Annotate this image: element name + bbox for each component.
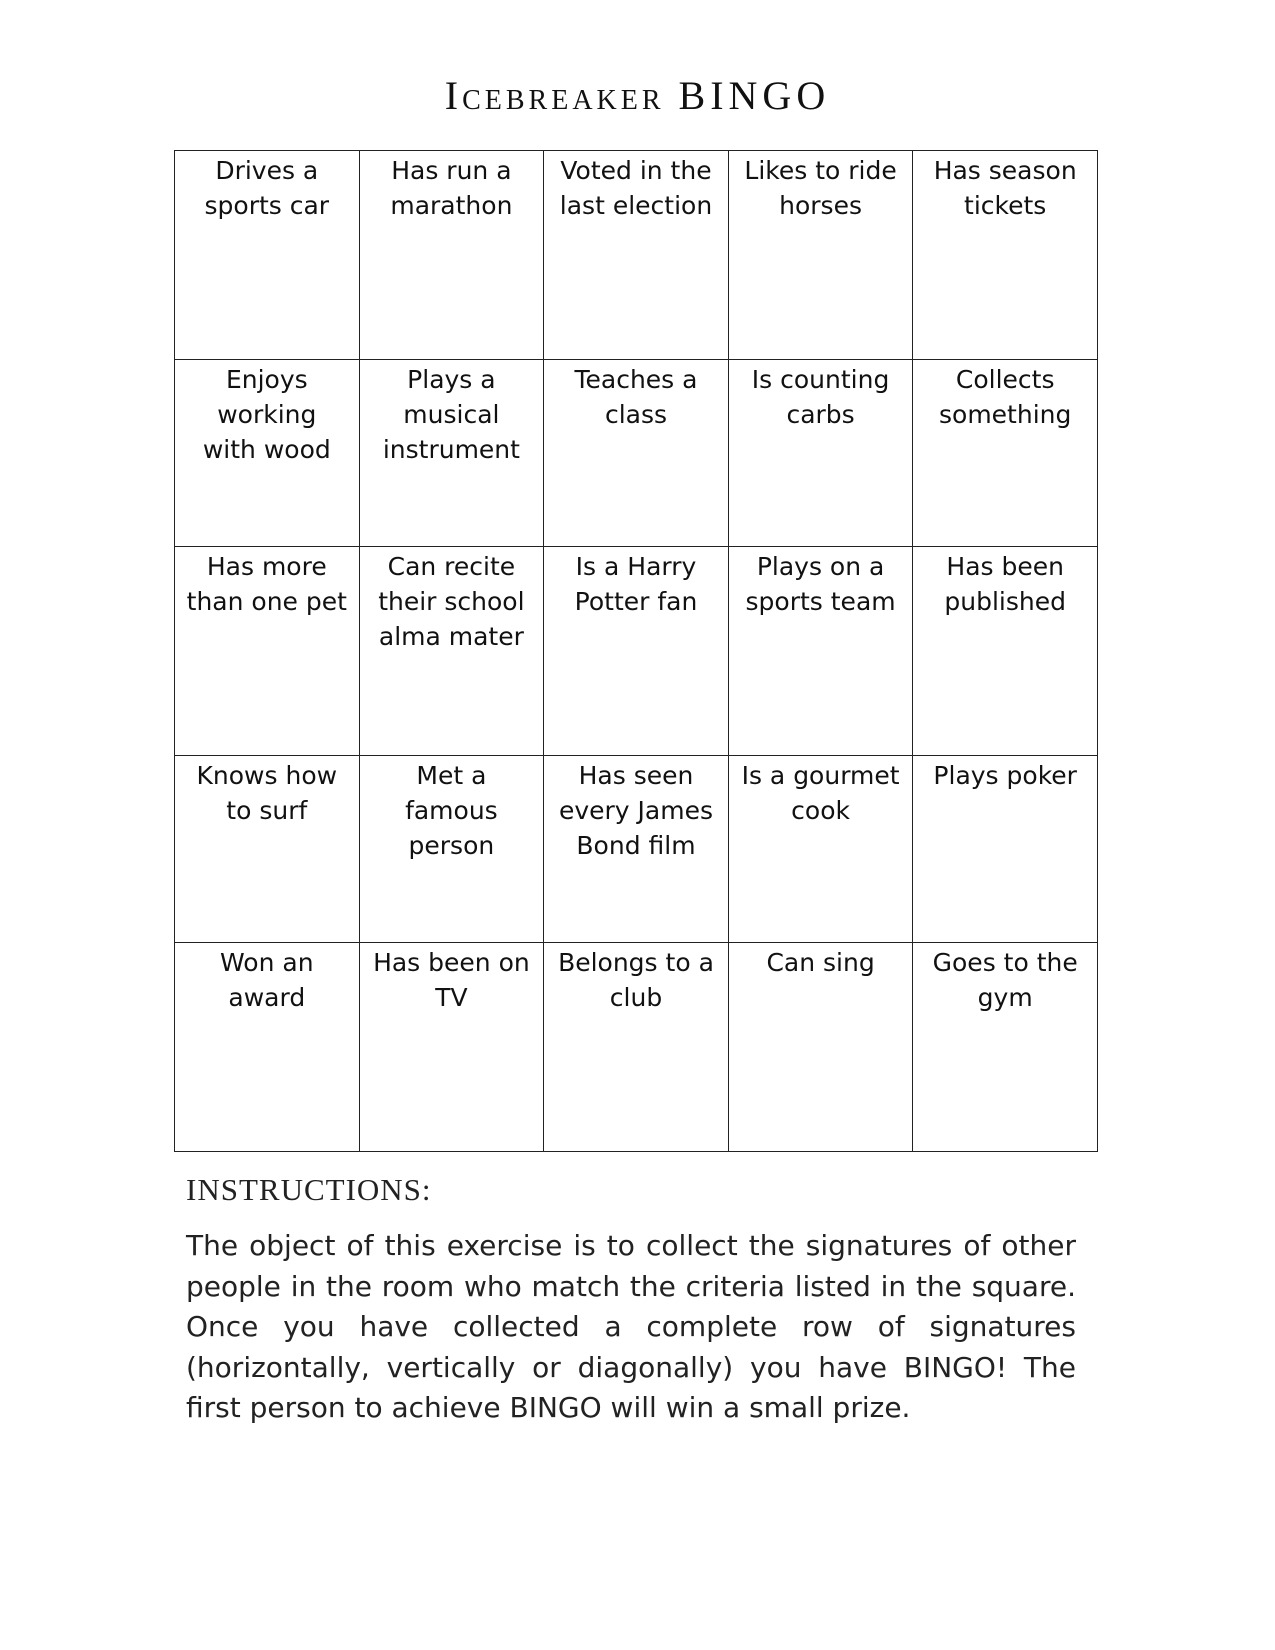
bingo-square[interactable]: Voted in the last election [544,151,729,360]
bingo-square[interactable]: Is a gourmet cook [728,756,913,943]
bingo-square[interactable]: Can sing [728,943,913,1152]
bingo-square[interactable]: Has more than one pet [175,547,360,756]
bingo-square[interactable]: Enjoys working with wood [175,360,360,547]
bingo-square[interactable]: Plays a musical instrument [359,360,544,547]
bingo-square[interactable]: Knows how to surf [175,756,360,943]
bingo-square[interactable]: Teaches a class [544,360,729,547]
bingo-square[interactable]: Has seen every James Bond film [544,756,729,943]
bingo-square[interactable]: Plays on a sports team [728,547,913,756]
bingo-row [175,547,1098,756]
bingo-row [175,360,1098,547]
bingo-square[interactable]: Is a Harry Potter fan [544,547,729,756]
bingo-square[interactable]: Has been published [913,547,1098,756]
bingo-square[interactable]: Won an award [175,943,360,1152]
bingo-row [175,151,1098,360]
bingo-square[interactable]: Drives a sports car [175,151,360,360]
title-prefix: Icebreaker [444,73,665,118]
bingo-square[interactable]: Met a famous person [359,756,544,943]
bingo-square[interactable]: Is counting carbs [728,360,913,547]
bingo-square[interactable]: Goes to the gym [913,943,1098,1152]
bingo-square[interactable]: Plays poker [913,756,1098,943]
bingo-row [175,756,1098,943]
bingo-square[interactable]: Has season tickets [913,151,1098,360]
instructions-heading: INSTRUCTIONS: [186,1172,432,1207]
page-title [0,72,1275,119]
bingo-square[interactable]: Belongs to a club [544,943,729,1152]
instructions-body: The object of this exercise is to collect the signatures of other people in the room who match the criteria listed in the square. Once you have collected a complete row of signatures (horizontally, vertically or diagonally) you have BINGO! The first person to achieve BINGO will win a small prize. [186,1229,1076,1424]
bingo-square[interactable]: Likes to ride horses [728,151,913,360]
bingo-grid [174,150,1098,1152]
bingo-square[interactable]: Can recite their school alma mater [359,547,544,756]
bingo-square[interactable]: Has run a marathon [359,151,544,360]
title-bingo: BINGO [678,73,831,118]
bingo-square[interactable]: Collects something [913,360,1098,547]
bingo-row [175,943,1098,1152]
bingo-square[interactable]: Has been on TV [359,943,544,1152]
